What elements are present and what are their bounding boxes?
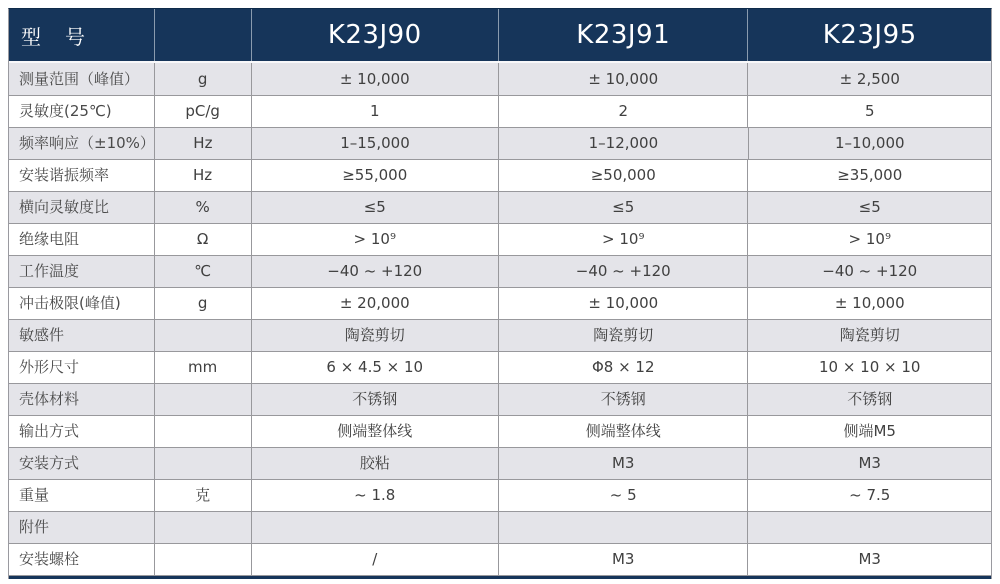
value-cell-k23j91: ≤5 <box>498 192 747 223</box>
table-row <box>9 447 991 479</box>
table-row <box>9 191 991 223</box>
table-row <box>9 319 991 351</box>
value-cell-k23j90: / <box>251 544 498 575</box>
value-cell-k23j91: M3 <box>498 544 747 575</box>
param-name-cell: 冲击极限(峰值) <box>19 294 121 312</box>
value-cell-k23j95 <box>747 512 991 543</box>
table-header-row <box>9 9 991 61</box>
value-cell-k23j91: M3 <box>498 448 747 479</box>
header-model-k23j95: K23J95 <box>747 9 991 61</box>
unit-cell: 克 <box>154 480 251 511</box>
param-name-cell: 测量范围（峰值） <box>19 69 140 88</box>
unit-cell: Hz <box>154 160 251 191</box>
table-row <box>9 511 991 543</box>
value-cell-k23j91 <box>498 512 747 543</box>
unit-cell <box>154 512 251 543</box>
value-cell-k23j91: ~ 5 <box>498 480 747 511</box>
param-name-cell: 敏感件 <box>19 326 65 344</box>
unit-cell: Hz <box>154 128 251 159</box>
param-name-cell: 输出方式 <box>19 422 80 440</box>
value-cell-k23j90: ≤5 <box>251 192 498 223</box>
value-cell-k23j90: ~ 1.8 <box>251 480 498 511</box>
table-row <box>9 255 991 287</box>
value-cell-k23j95: ± 2,500 <box>747 63 991 95</box>
unit-cell: ℃ <box>154 256 251 287</box>
value-cell-k23j95: ± 10,000 <box>747 288 991 319</box>
value-cell-k23j95: 陶瓷剪切 <box>747 320 991 351</box>
value-cell-k23j95: ≥35,000 <box>747 160 991 191</box>
bottom-accent-bar <box>9 575 991 579</box>
table-row <box>9 95 991 127</box>
table-row <box>9 543 991 575</box>
table-row <box>9 415 991 447</box>
param-name-cell: 壳体材料 <box>19 390 80 408</box>
unit-cell: g <box>154 63 251 95</box>
value-cell-k23j90: 侧端整体线 <box>251 416 498 447</box>
table-row <box>9 127 991 159</box>
table-row <box>9 159 991 191</box>
param-name-cell: 重量 <box>19 486 50 504</box>
value-cell-k23j95: > 10⁹ <box>747 224 991 255</box>
value-cell-k23j90 <box>251 512 498 543</box>
unit-cell <box>154 384 251 415</box>
header-model-k23j90: K23J90 <box>251 9 498 61</box>
param-name-cell: 横向灵敏度比 <box>19 198 110 216</box>
value-cell-k23j95: 不锈钢 <box>747 384 991 415</box>
value-cell-k23j90: 不锈钢 <box>251 384 498 415</box>
value-cell-k23j91: ± 10,000 <box>498 288 747 319</box>
value-cell-k23j95: M3 <box>747 544 991 575</box>
value-cell-k23j90: > 10⁹ <box>251 224 498 255</box>
unit-cell <box>154 320 251 351</box>
value-cell-k23j91: ± 10,000 <box>498 63 747 95</box>
value-cell-k23j90: 胶粘 <box>251 448 498 479</box>
value-cell-k23j91: −40 ~ +120 <box>498 256 747 287</box>
unit-cell: % <box>154 192 251 223</box>
value-cell-k23j91: 1–12,000 <box>498 128 747 159</box>
value-cell-k23j90: ± 20,000 <box>251 288 498 319</box>
unit-cell <box>154 544 251 575</box>
param-name-cell: 安装螺栓 <box>19 550 80 568</box>
value-cell-k23j95: 1–10,000 <box>748 128 991 159</box>
unit-cell: Ω <box>154 224 251 255</box>
value-cell-k23j95: 5 <box>747 96 991 127</box>
value-cell-k23j95: −40 ~ +120 <box>747 256 991 287</box>
table-row <box>9 383 991 415</box>
value-cell-k23j90: 6 × 4.5 × 10 <box>251 352 498 383</box>
table-body <box>9 61 991 575</box>
value-cell-k23j91: > 10⁹ <box>498 224 747 255</box>
value-cell-k23j90: −40 ~ +120 <box>251 256 498 287</box>
param-name-cell: 安装方式 <box>19 454 80 472</box>
unit-cell: pC/g <box>154 96 251 127</box>
header-model-k23j91: K23J91 <box>498 9 747 61</box>
param-name-cell: 工作温度 <box>19 262 80 280</box>
value-cell-k23j91: ≥50,000 <box>498 160 747 191</box>
value-cell-k23j95: 侧端M5 <box>747 416 991 447</box>
header-model-label: 型 号 <box>21 24 87 49</box>
param-name-cell: 附件 <box>19 518 50 536</box>
value-cell-k23j95: ~ 7.5 <box>747 480 991 511</box>
value-cell-k23j91: 不锈钢 <box>498 384 747 415</box>
value-cell-k23j90: 陶瓷剪切 <box>251 320 498 351</box>
spec-table <box>8 8 992 579</box>
value-cell-k23j91: 陶瓷剪切 <box>498 320 747 351</box>
param-name-cell: 频率响应（±10%） <box>19 134 155 152</box>
value-cell-k23j95: ≤5 <box>747 192 991 223</box>
value-cell-k23j90: 1–15,000 <box>251 128 498 159</box>
param-name-cell: 灵敏度(25℃) <box>19 102 112 120</box>
unit-cell <box>154 416 251 447</box>
value-cell-k23j95: M3 <box>747 448 991 479</box>
table-row <box>9 351 991 383</box>
value-cell-k23j91: Φ8 × 12 <box>498 352 747 383</box>
value-cell-k23j91: 2 <box>498 96 747 127</box>
value-cell-k23j90: ≥55,000 <box>251 160 498 191</box>
param-name-cell: 外形尺寸 <box>19 358 80 376</box>
table-row <box>9 287 991 319</box>
value-cell-k23j90: ± 10,000 <box>251 63 498 95</box>
table-row <box>9 223 991 255</box>
unit-cell <box>154 448 251 479</box>
param-name-cell: 绝缘电阻 <box>19 230 80 248</box>
value-cell-k23j90: 1 <box>251 96 498 127</box>
value-cell-k23j95: 10 × 10 × 10 <box>747 352 991 383</box>
table-row <box>9 479 991 511</box>
unit-cell: g <box>154 288 251 319</box>
unit-cell: mm <box>154 352 251 383</box>
header-unit-cell <box>154 9 251 61</box>
param-name-cell: 安装谐振频率 <box>19 166 110 184</box>
table-row <box>9 63 991 95</box>
value-cell-k23j91: 侧端整体线 <box>498 416 747 447</box>
